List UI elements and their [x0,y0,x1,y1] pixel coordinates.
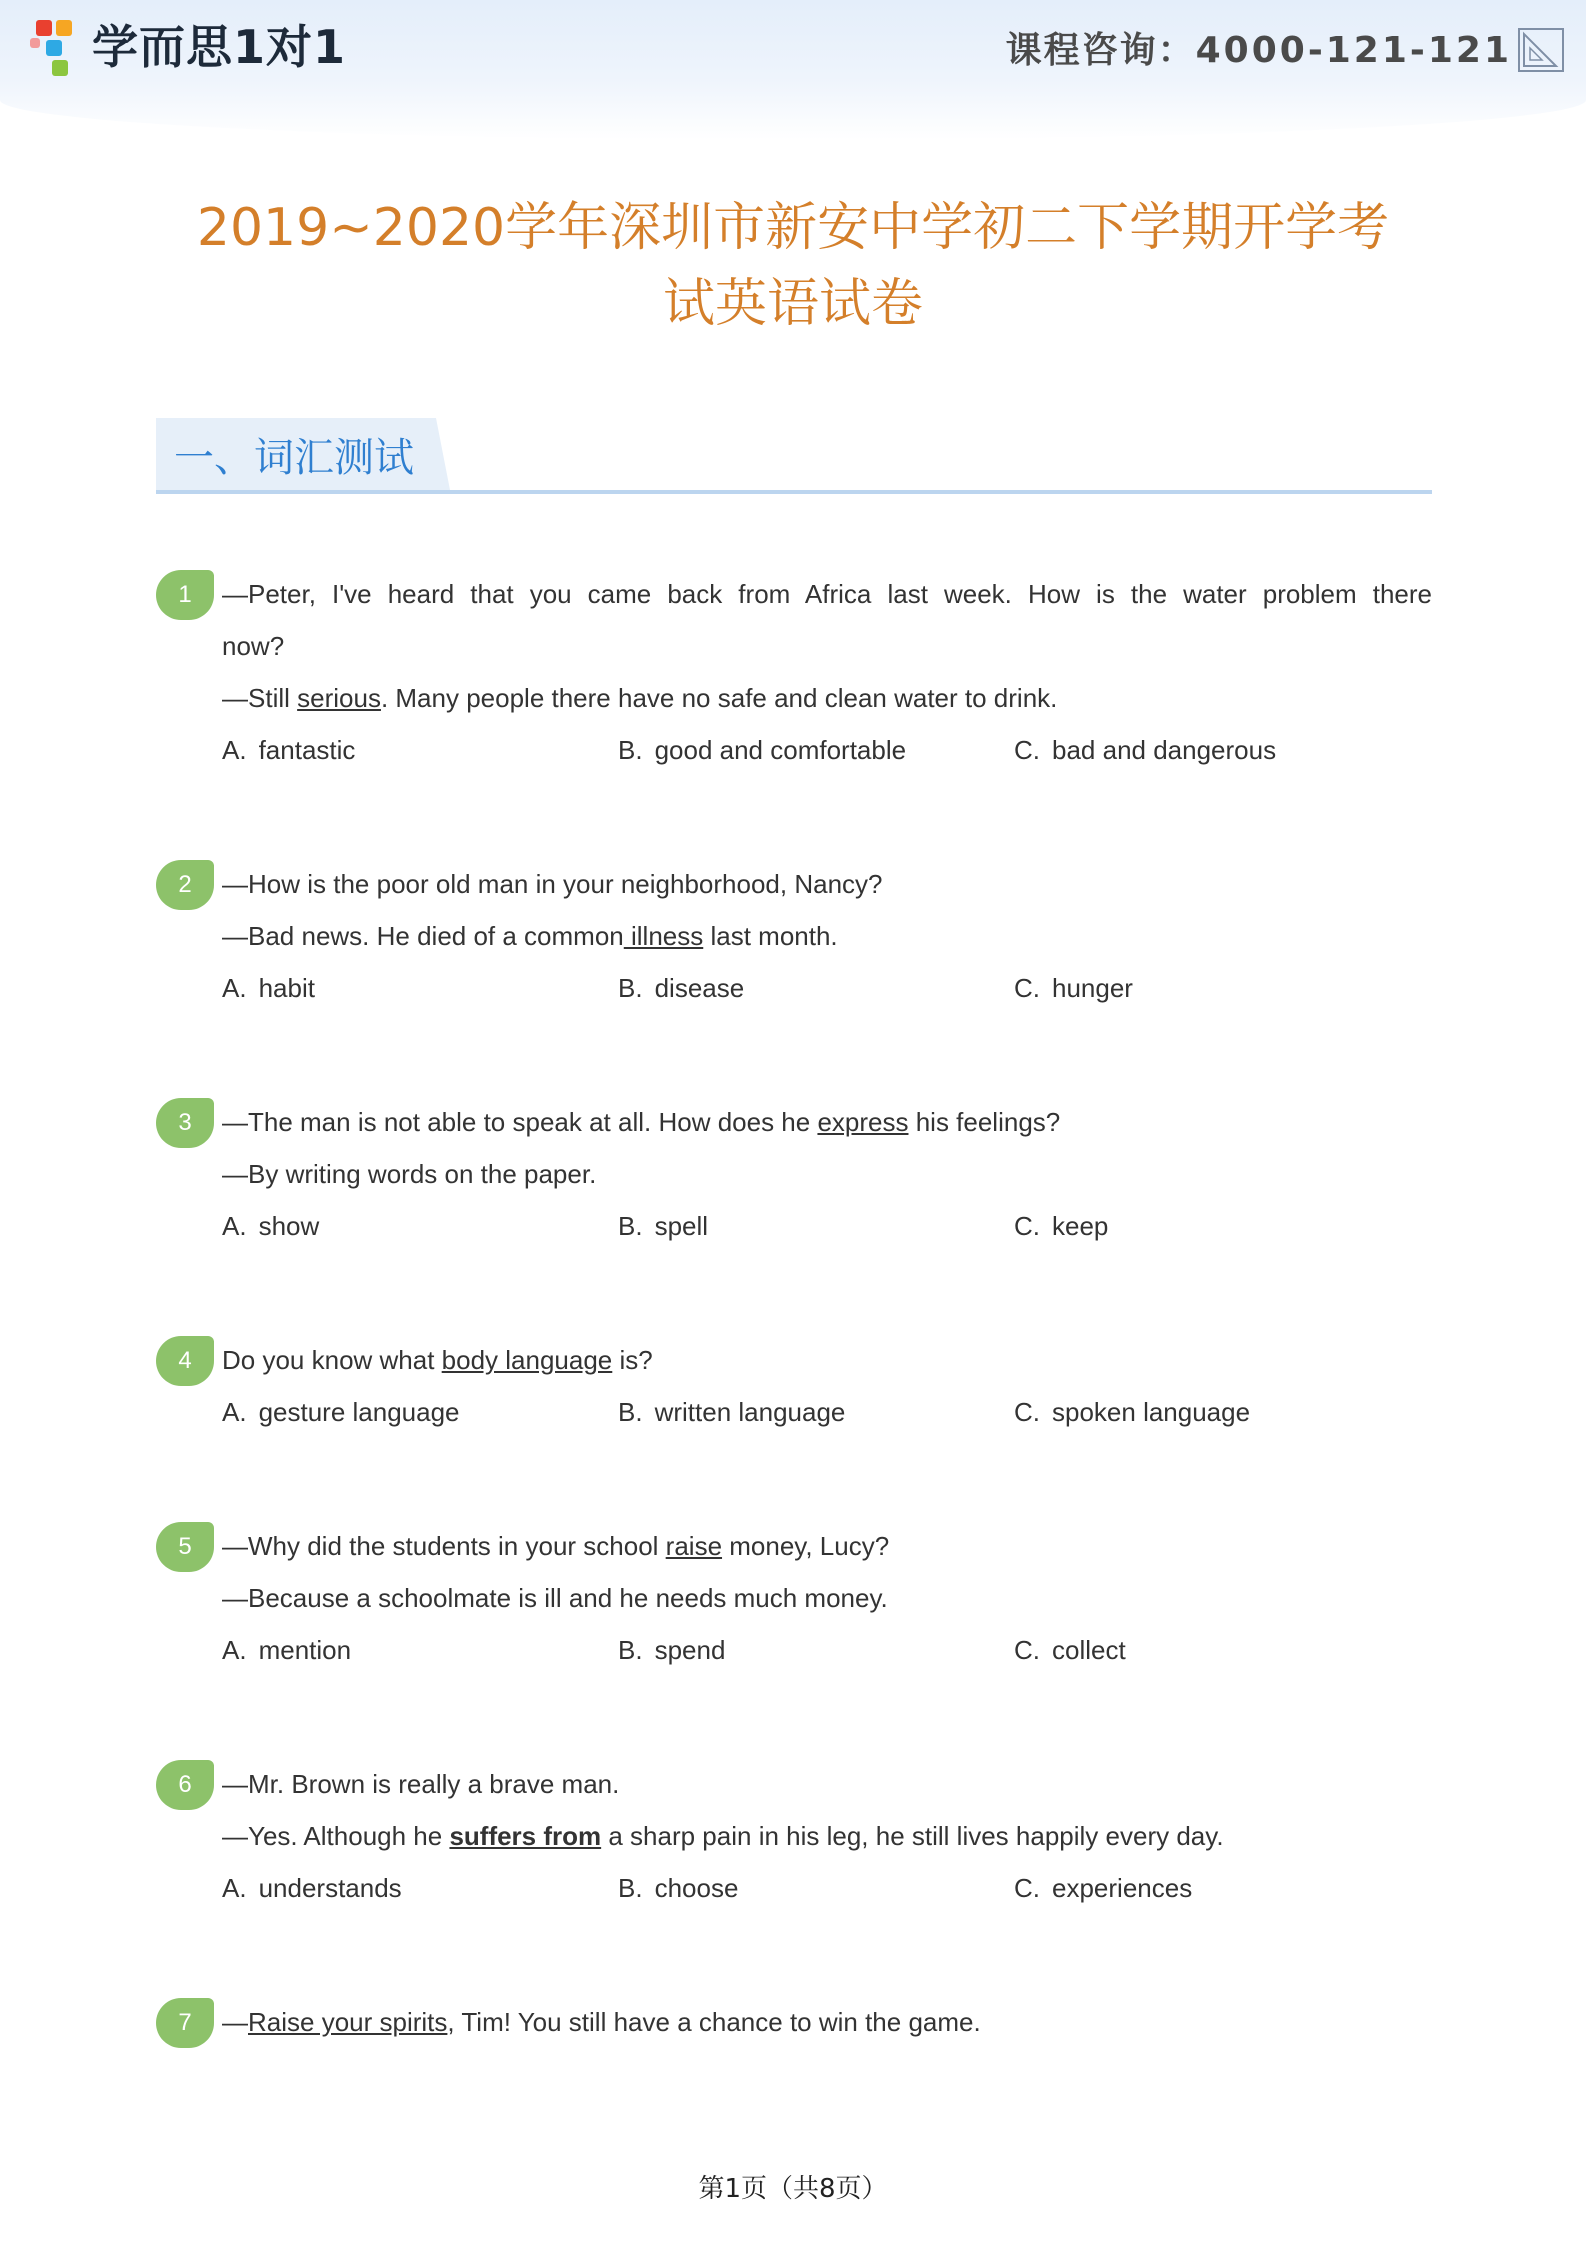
question-number-badge: 4 [156,1336,214,1386]
title-line-1: 2019~2020学年深圳市新安中学初二下学期开学考 [196,198,1390,258]
hotline [1006,22,1512,73]
question-number-badge: 6 [156,1760,214,1810]
option-a[interactable]: A. mention [222,1635,352,1665]
page-number: 第1页（共8页） [698,2174,888,2204]
underlined-word: express [817,1107,909,1137]
option-a[interactable]: A. fantastic [222,735,356,765]
question-text: —Mr. Brown is really a brave man. [222,1769,620,1799]
question-text: —Peter, I've heard that you came back from Africa last week. How is the water problem there [222,579,1432,609]
answer-line: —By writing words on the paper. [222,1159,597,1189]
option-b[interactable]: B. good and comfortable [618,735,907,765]
question-number-badge: 3 [156,1098,214,1148]
option-b[interactable]: B. choose [618,1873,739,1903]
underlined-word: serious [297,683,381,713]
title-line-2: 试英语试卷 [662,274,923,334]
question-text: —Why did the students in your school raise money, Lucy? [222,1531,890,1561]
question-number-badge: 5 [156,1522,214,1572]
option-c[interactable]: C. hunger [1014,973,1133,1003]
option-c[interactable]: C. collect [1014,1635,1126,1665]
answer-line: —Still serious. Many people there have no safe and clean water to drink. [222,683,1058,713]
option-a[interactable]: A. understands [222,1873,402,1903]
option-b[interactable]: B. disease [618,973,745,1003]
question-text-cont: now? [222,631,285,661]
ruler-icon [1516,26,1566,74]
question-text: —The man is not able to speak at all. How does he express his feelings? [222,1107,1061,1137]
question-number-badge: 2 [156,860,214,910]
underlined-word: raise [665,1531,723,1561]
option-c[interactable]: C. bad and dangerous [1014,735,1277,765]
option-a[interactable]: A. show [222,1211,320,1241]
section-label: 一、词汇测试 [174,435,414,481]
logo-mark-icon [30,8,90,80]
brand-logo [30,8,346,80]
option-c[interactable]: C. experiences [1014,1873,1193,1903]
answer-line: —Because a schoolmate is ill and he needs much money. [222,1583,888,1613]
option-b[interactable]: B. spell [618,1211,709,1241]
option-b[interactable]: B. written language [618,1397,846,1427]
section-divider [156,490,1432,494]
option-c[interactable]: C. spoken language [1014,1397,1251,1427]
underlined-bold-phrase: suffers from [449,1821,602,1851]
option-b[interactable]: B. spend [618,1635,726,1665]
section-header [156,418,1432,494]
question-text: —How is the poor old man in your neighborhood, Nancy? [222,869,883,899]
hotline-number: 4000-121-121 [1195,30,1512,71]
document-title [160,190,1426,342]
question-text: —Raise your spirits, Tim! You still have a chance to win the game. [222,2007,981,2037]
brand-name: 学而思1对1 [92,20,347,74]
question-number-badge: 1 [156,570,214,620]
option-a[interactable]: A. habit [222,973,315,1003]
answer-line: —Bad news. He died of a common illness last month. [222,921,838,951]
answer-line: —Yes. Although he suffers from a sharp pain in his leg, he still lives happily every day. [222,1821,1224,1851]
hotline-label: 课程咨询： [1005,30,1196,71]
underlined-word: illness [623,921,704,951]
underlined-word: body language [441,1345,613,1375]
option-c[interactable]: C. keep [1014,1211,1109,1241]
option-a[interactable]: A. gesture language [222,1397,460,1427]
underlined-phrase: Raise your spirits [248,2007,448,2037]
question-text: Do you know what body language is? [222,1345,653,1375]
question-number-badge: 7 [156,1998,214,2048]
